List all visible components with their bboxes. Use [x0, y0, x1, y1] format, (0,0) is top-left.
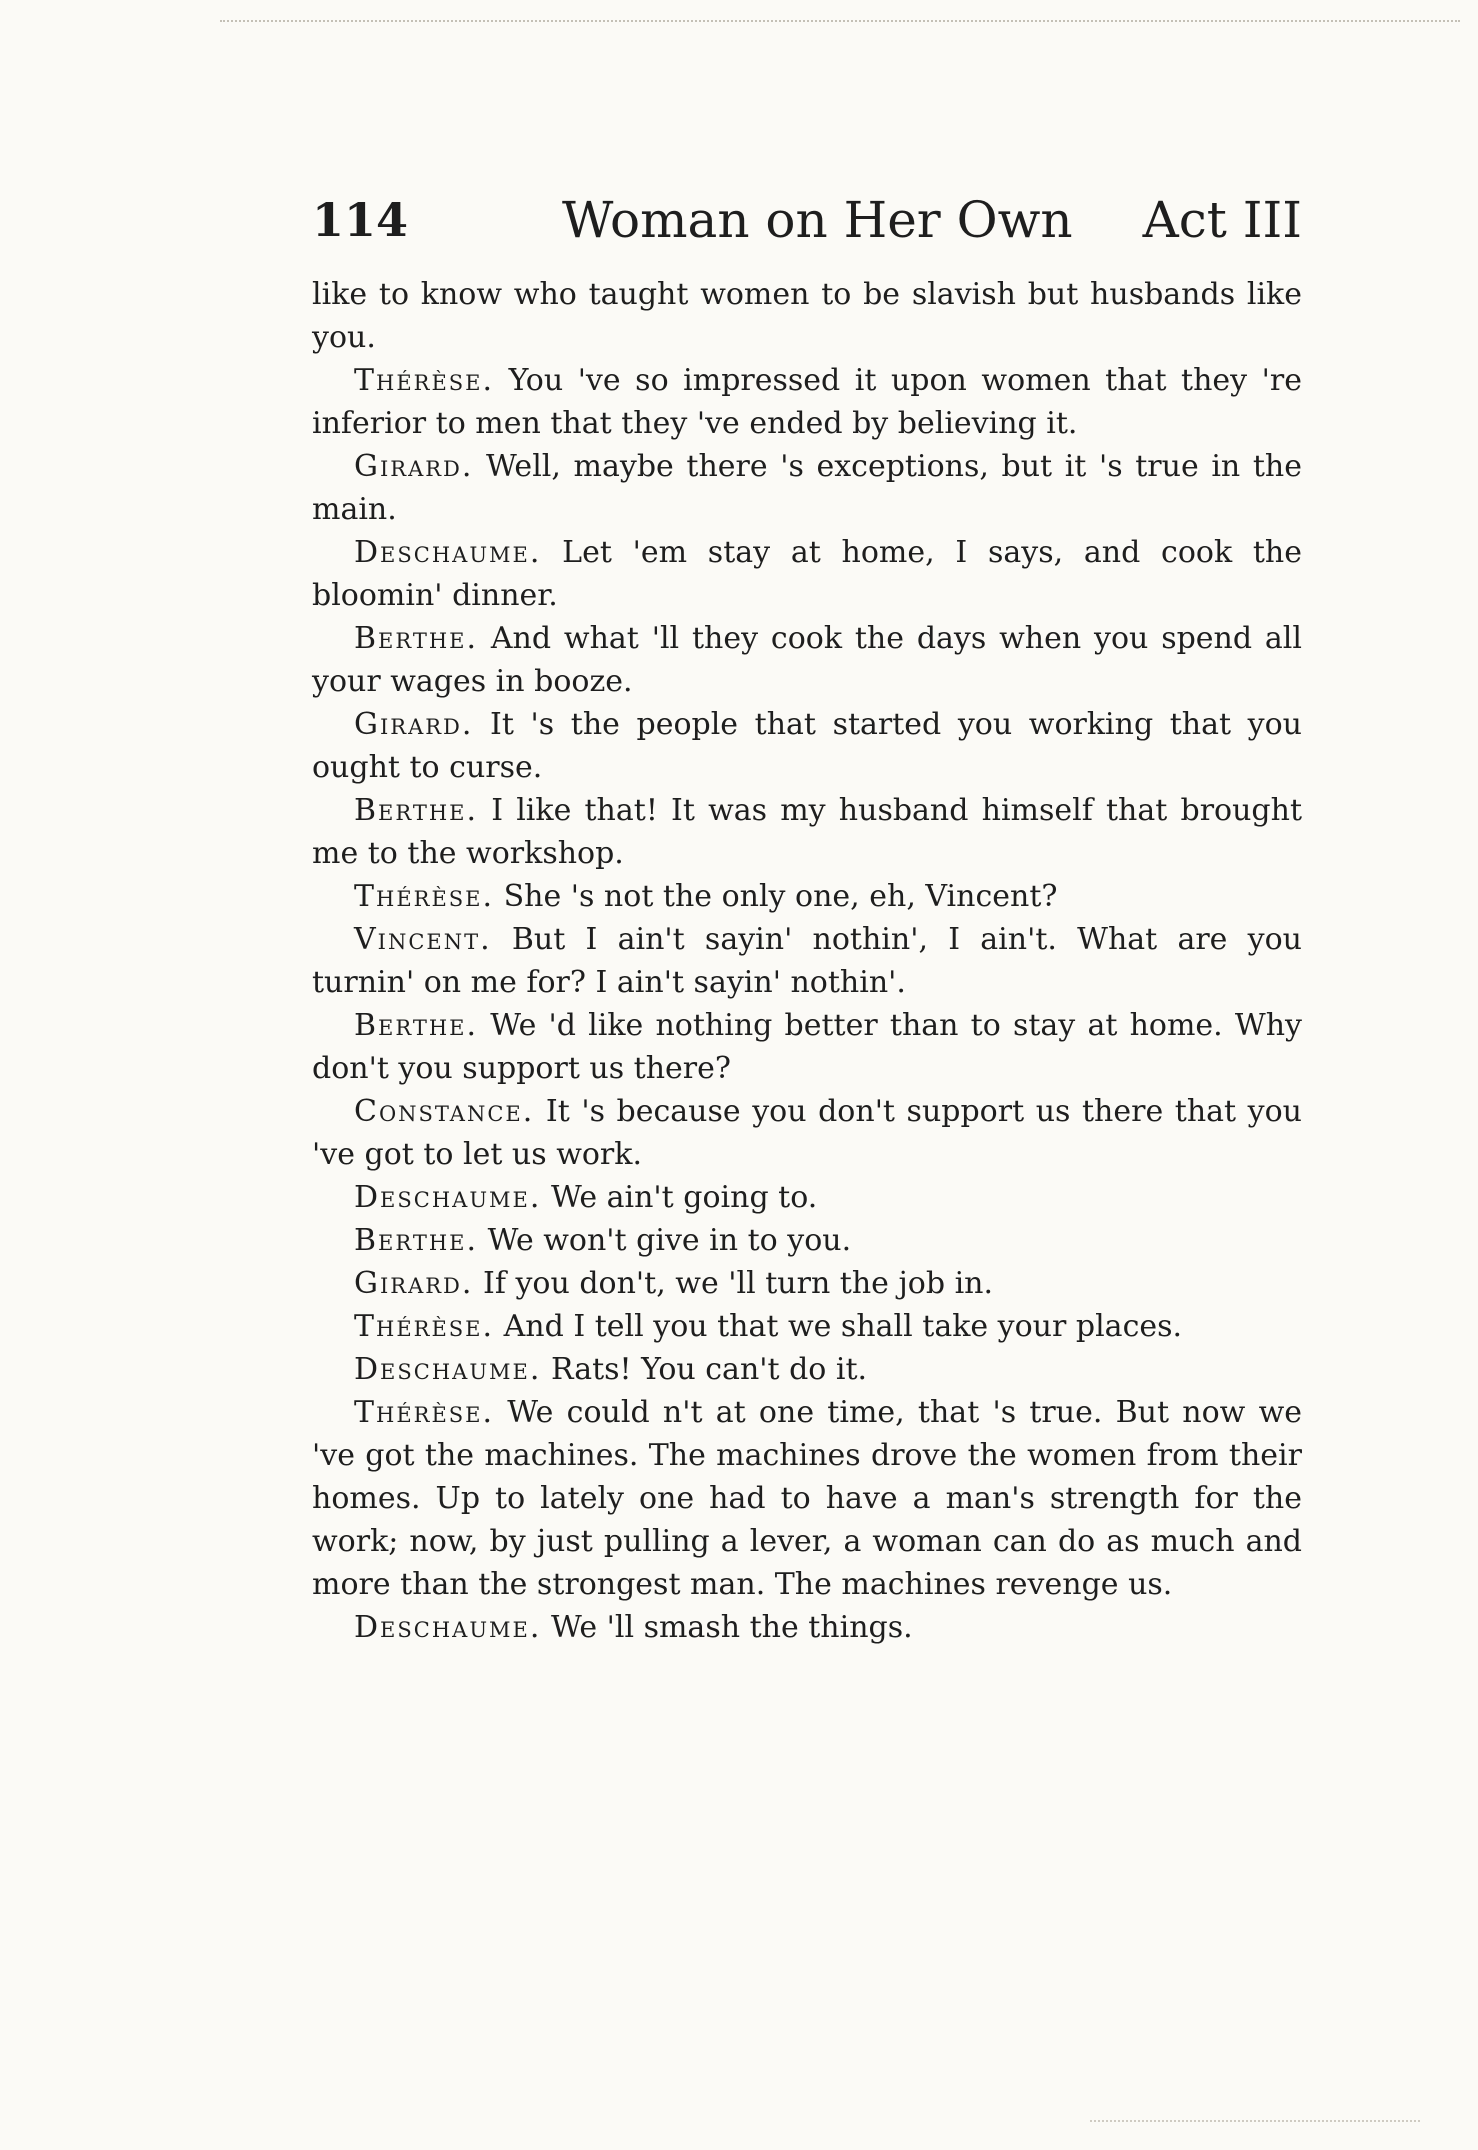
dialogue-paragraph — [312, 531, 1302, 617]
speaker-name: Thérèse. — [354, 879, 495, 914]
dialogue-line: We ain't going to. — [550, 1180, 818, 1215]
dialogue-paragraph — [312, 875, 1302, 918]
dialogue-paragraph — [312, 445, 1302, 531]
speaker-name: Thérèse. — [354, 1309, 495, 1344]
dialogue-paragraph — [312, 703, 1302, 789]
dialogue-paragraph — [312, 789, 1302, 875]
dialogue-paragraph — [312, 1305, 1302, 1348]
speaker-name: Girard. — [354, 449, 474, 484]
speaker-name: Berthe. — [354, 621, 479, 656]
speaker-name: Deschaume. — [354, 535, 542, 570]
speaker-name: Thérèse. — [354, 363, 495, 398]
book-title: Woman on Her Own — [562, 191, 1073, 249]
speaker-name: Deschaume. — [354, 1180, 542, 1215]
dialogue-paragraph — [312, 617, 1302, 703]
dialogue-paragraph — [312, 1176, 1302, 1219]
dialogue-paragraph — [312, 273, 1302, 359]
speaker-name: Berthe. — [354, 1223, 479, 1258]
dialogue-paragraph — [312, 1348, 1302, 1391]
dialogue-line: Rats! You can't do it. — [550, 1352, 868, 1387]
speaker-name: Deschaume. — [354, 1352, 542, 1387]
dialogue-paragraph — [312, 1004, 1302, 1090]
dialogue-paragraph — [312, 1090, 1302, 1176]
dialogue-line: like to know who taught women to be slavish but husbands like you. — [312, 277, 1302, 355]
speaker-name: Constance. — [354, 1094, 535, 1129]
speaker-name: Girard. — [354, 707, 474, 742]
dialogue-line: You 've so impressed it upon women that they 're inferior to men that they 've ended by believing it. — [312, 363, 1302, 441]
dialogue-paragraph — [312, 1391, 1302, 1606]
running-head — [312, 185, 1302, 255]
dialogue-paragraph — [312, 1262, 1302, 1305]
dialogue-line: And what 'll they cook the days when you spend all your wages in booze. — [312, 621, 1302, 699]
dialogue-line: But I ain't sayin' nothin', I ain't. What are you turnin' on me for? I ain't sayin' nothin'. — [312, 922, 1302, 1000]
dialogue-line: If you don't, we 'll turn the job in. — [482, 1266, 994, 1301]
dialogue-text — [312, 273, 1302, 1649]
speaker-name: Deschaume. — [354, 1610, 542, 1645]
dialogue-line: And I tell you that we shall take your places. — [503, 1309, 1183, 1344]
speaker-name: Vincent. — [354, 922, 492, 957]
dialogue-line: We 'd like nothing better than to stay at home. Why don't you support us there? — [312, 1008, 1302, 1086]
dialogue-line: Let 'em stay at home, I says, and cook the bloomin' dinner. — [312, 535, 1302, 613]
dialogue-paragraph — [312, 918, 1302, 1004]
speaker-name: Girard. — [354, 1266, 474, 1301]
dialogue-line: She 's not the only one, eh, Vincent? — [503, 879, 1058, 914]
dialogue-line: It 's the people that started you working that you ought to curse. — [312, 707, 1302, 785]
dialogue-paragraph — [312, 1606, 1302, 1649]
act-label: Act III — [1142, 191, 1302, 249]
dialogue-line: It 's because you don't support us there that you 've got to let us work. — [312, 1094, 1302, 1172]
page-number: 114 — [312, 193, 409, 247]
dialogue-line: We won't give in to you. — [487, 1223, 852, 1258]
dialogue-paragraph — [312, 359, 1302, 445]
speaker-name: Thérèse. — [354, 1395, 495, 1430]
page-bottom-edge — [1090, 2120, 1420, 2122]
dialogue-line: We could n't at one time, that 's true. But now we 've got the machines. The machines drove the women from their homes. Up to lately one had to have a man's strength for the work; now, by just pulling a lever, a woman can do as much and more than the strongest man. The machines revenge us. — [312, 1395, 1303, 1602]
speaker-name: Berthe. — [354, 1008, 479, 1043]
speaker-name: Berthe. — [354, 793, 479, 828]
dialogue-line: We 'll smash the things. — [550, 1610, 913, 1645]
dialogue-line: Well, maybe there 's exceptions, but it 's true in the main. — [312, 449, 1302, 527]
dialogue-paragraph — [312, 1219, 1302, 1262]
page-top-edge — [220, 20, 1460, 22]
dialogue-line: I like that! It was my husband himself that brought me to the workshop. — [312, 793, 1302, 871]
